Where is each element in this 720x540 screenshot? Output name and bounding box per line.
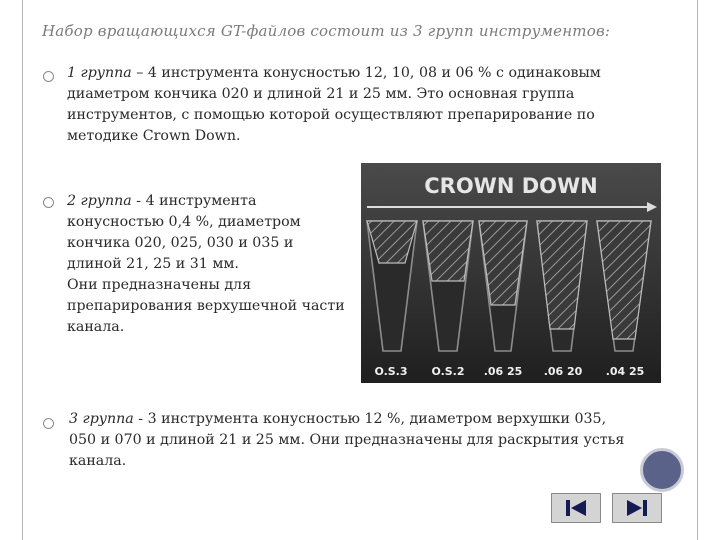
crown-down-illustration <box>361 163 661 383</box>
figure-label: .04 25 <box>605 365 645 378</box>
figure-label: O.S.2 <box>431 365 465 378</box>
slide-frame-right <box>697 0 698 540</box>
group-label: 2 группа <box>67 193 132 209</box>
crown-down-figure <box>361 163 661 383</box>
figure-label: .06 25 <box>483 365 523 378</box>
group-description: – 4 инструмента конусностью 12, 10, 08 и 06 % с одинаковым диаметром кончика 020 и длиной 21 и 25 мм. Это основная группа инструментов, с помощью которой осуществляют препарирование по методике Crown Down. <box>67 65 601 144</box>
last-slide-button[interactable] <box>612 493 662 523</box>
figure-label: O.S.3 <box>374 365 408 378</box>
group-purpose: Они предназначены для препарирования верхушечной части канала. <box>67 277 345 335</box>
list-item-group-2 <box>67 191 349 338</box>
figure-heading: CROWN DOWN <box>424 174 598 198</box>
slide-indicator-circle <box>640 448 684 492</box>
group-label: 3 группа <box>69 411 134 427</box>
slide-title: Набор вращающихся GT-файлов состоит из 3 групп инструментов: <box>42 22 611 40</box>
first-slide-button[interactable] <box>551 493 601 523</box>
group-description: - 3 инструмента конусностью 12 %, диаметром верхушки 035, 050 и 070 и длиной 21 и 25 мм. Они предназначены для раскрытия устья канала. <box>69 411 625 469</box>
skip-back-icon <box>563 499 589 517</box>
bullet-icon <box>43 418 54 429</box>
bullet-icon <box>43 71 54 82</box>
bullet-icon <box>43 197 54 208</box>
list-item-group-1 <box>67 63 627 147</box>
figure-label: .06 20 <box>543 365 583 378</box>
group-description: - 4 инструмента конусностью 0,4 %, диаметром кончика 020, 025, 030 и 035 и длиной 21, 25 и 31 мм. <box>67 193 301 272</box>
skip-forward-icon <box>624 499 650 517</box>
slide-frame-left <box>22 0 23 540</box>
group-label: 1 группа <box>67 65 132 81</box>
list-item-group-3 <box>69 409 629 472</box>
